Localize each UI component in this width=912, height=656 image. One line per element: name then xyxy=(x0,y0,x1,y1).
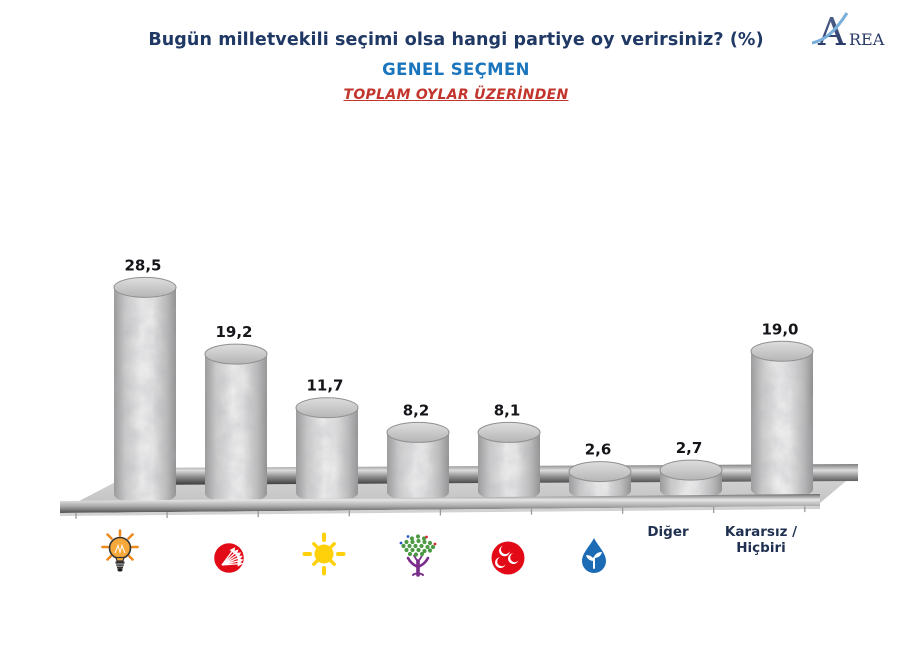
cylinder-bar-iyi xyxy=(293,395,361,506)
logo-initial: A xyxy=(818,10,846,54)
category-label-diger xyxy=(628,524,708,540)
akp-lightbulb-icon xyxy=(100,529,140,583)
iyi-sun-icon xyxy=(301,531,347,581)
category-label-text: Diğer xyxy=(647,524,689,540)
header xyxy=(0,30,912,103)
bar-value-label: 8,2 xyxy=(402,401,430,420)
category-label-line1: Kararsız / xyxy=(724,524,798,540)
bar-value-label: 8,1 xyxy=(493,401,521,420)
cylinder-bar-chp xyxy=(202,341,270,506)
bar-value-label: 2,6 xyxy=(584,440,612,459)
deva-water-drop-icon xyxy=(579,537,609,577)
cylinder-bar-hdp xyxy=(384,419,452,504)
hdp-tree-icon xyxy=(395,531,441,581)
cylinder-bar-mhp xyxy=(475,419,543,504)
logo-rest: REA xyxy=(849,30,885,49)
area-logo xyxy=(812,8,896,58)
mhp-three-crescents-icon xyxy=(490,540,526,580)
cylinder-bar-akp xyxy=(111,274,179,507)
cylinder-bar-kararsiz-hicbiri xyxy=(748,338,816,502)
bar-value-label: 19,2 xyxy=(215,323,253,342)
page-title: Bugün milletvekili seçimi olsa hangi partiye oy verirsiniz? (%) xyxy=(148,30,764,50)
bar-value-label: 19,0 xyxy=(761,320,799,339)
bar-value-label: 2,7 xyxy=(675,439,703,458)
bar-value-label: 11,7 xyxy=(306,376,344,395)
audience-subtitle: GENEL SEÇMEN xyxy=(382,60,530,79)
bar-value-label: 28,5 xyxy=(124,256,162,275)
category-label-line2: Hiçbiri xyxy=(736,540,786,557)
basis-note: TOPLAM OYLAR ÜZERİNDEN xyxy=(343,87,569,103)
category-label-kararsiz-hicbiri xyxy=(706,524,816,556)
chp-six-arrows-icon xyxy=(213,542,245,578)
